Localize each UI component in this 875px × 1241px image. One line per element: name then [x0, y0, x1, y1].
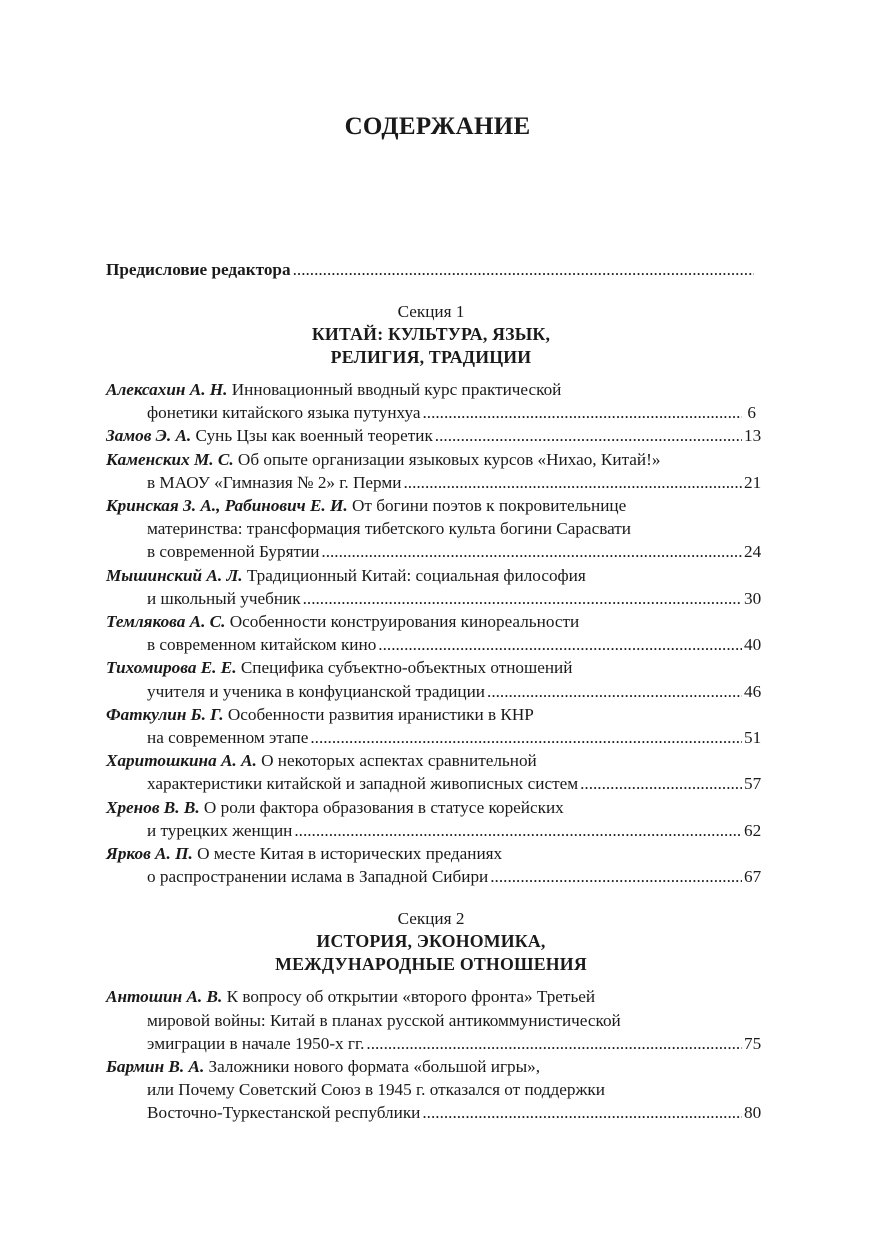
toc-entry[interactable]: [106, 656, 762, 702]
entry-title: О некоторых аспектах сравнительной: [261, 751, 537, 771]
entry-first-line: [106, 842, 756, 865]
entry-title: Инновационный вводный курс практической: [231, 380, 562, 399]
toc-sections: [106, 300, 762, 1125]
page-number: 51: [744, 728, 762, 748]
entry-title: Восточно-Туркестанской республики: [147, 1103, 421, 1123]
entry-first-line: [106, 703, 756, 726]
entry-last-line: [106, 471, 762, 494]
page-number: 40: [744, 635, 762, 655]
dot-leader: [294, 819, 742, 842]
toc-entry[interactable]: [106, 424, 762, 447]
dot-leader: [321, 540, 742, 563]
entry-title: Традиционный Китай: социальная философия: [246, 565, 586, 585]
entry-last-line: [106, 587, 762, 610]
entry-last-line: [106, 680, 762, 703]
dot-leader: [490, 865, 742, 888]
entry-title: От богини поэтов к покровительнице: [352, 496, 627, 516]
entry-last-line: [106, 633, 762, 656]
entry-first-line: [106, 749, 756, 772]
entry-last-line: [106, 401, 756, 424]
toc-entry[interactable]: [106, 842, 762, 888]
dot-leader: [293, 258, 754, 281]
page-number: 6: [747, 403, 756, 423]
entry-first-line: [106, 1055, 756, 1078]
entry-title: эмиграции в начале 1950-х гг.: [147, 1033, 365, 1053]
section-number: Секция 2: [397, 909, 465, 929]
section-title: МЕЖДУНАРОДНЫЕ ОТНОШЕНИЯ: [275, 954, 587, 975]
entry-author: Харитошкина А. А.: [106, 751, 257, 771]
entry-title-line: мировой войны: Китай в планах русской антикоммунистической: [147, 1010, 621, 1030]
entry-first-line: [106, 448, 756, 471]
entry-last-line: [106, 1101, 762, 1124]
toc-entry-list: [106, 378, 762, 888]
dot-leader: [378, 633, 742, 656]
entry-title: О месте Китая в исторических преданиях: [197, 844, 503, 864]
page-number: 57: [744, 774, 762, 794]
entry-title: характеристики китайской и западной живописных систем: [147, 774, 579, 794]
toc-section: [106, 300, 756, 369]
entry-author: Антошин А. В.: [106, 987, 223, 1007]
section-number: Секция 1: [397, 302, 465, 321]
toc-entry[interactable]: [106, 448, 762, 494]
dot-leader: [435, 424, 742, 447]
entry-last-line: [106, 865, 762, 888]
entry-author: Ярков А. П.: [106, 844, 193, 864]
page-number: 13: [744, 426, 762, 446]
entry-title: Особенности развития иранистики в КНР: [227, 704, 534, 724]
toc-entry-list: [106, 985, 762, 1124]
entry-last-line: [106, 540, 762, 563]
entry-first-line: [106, 564, 756, 587]
page-number: 24: [744, 542, 762, 562]
toc-entry[interactable]: [106, 1055, 762, 1125]
page-number: 62: [744, 820, 762, 840]
entry-title: и школьный учебник: [147, 588, 301, 608]
entry-title: Сунь Цзы как военный теоретик: [195, 426, 433, 446]
entry-title: о распространении ислама в Западной Сибири: [147, 867, 489, 887]
entry-title: фонетики китайского языка путунхуа: [147, 403, 421, 423]
entry-last-line: [106, 1032, 762, 1055]
entry-first-line: [106, 494, 756, 517]
toc-section: [106, 907, 756, 976]
entry-author: Замов Э. А.: [106, 426, 192, 446]
dot-leader: [310, 726, 742, 749]
page-number: 30: [744, 588, 762, 608]
section-title: ИСТОРИЯ, ЭКОНОМИКА,: [316, 931, 546, 952]
entry-last-line: [106, 819, 762, 842]
dot-leader: [303, 587, 742, 610]
page-number: 21: [744, 472, 762, 492]
preface-title: Предисловие редактора: [106, 260, 291, 279]
toc-entry[interactable]: [106, 749, 762, 795]
dot-leader: [366, 1032, 742, 1055]
entry-title-line: материнства: трансформация тибетского культа богини Сарасвати: [147, 519, 631, 539]
entry-author: Темлякова А. С.: [106, 612, 226, 632]
dot-leader: [422, 401, 742, 424]
entry-title: и турецких женщин: [147, 820, 293, 840]
entry-last-line: [106, 726, 762, 749]
entry-author: Алексахин А. Н.: [106, 380, 228, 399]
toc-entry[interactable]: [106, 564, 762, 610]
entry-title: в современной Бурятии: [147, 542, 320, 562]
entry-title: К вопросу об открытии «второго фронта» Третьей: [226, 987, 596, 1007]
page-number: 67: [744, 867, 762, 887]
dot-leader: [580, 772, 742, 795]
dot-leader: [487, 680, 742, 703]
entry-title: в МАОУ «Гимназия № 2» г. Перми: [147, 472, 402, 492]
entry-title: на современном этапе: [147, 728, 309, 748]
toc-entry[interactable]: [106, 985, 762, 1055]
entry-author: Тихомирова Е. Е.: [106, 658, 237, 678]
page-number: 46: [744, 681, 762, 701]
entry-title: Специфика субъектно-объектных отношений: [240, 658, 573, 678]
dot-leader: [422, 1101, 742, 1124]
entry-title: Особенности конструирования кинореальности: [229, 612, 580, 632]
entry-title: Об опыте организации языковых курсов «Нихао, Китай!»: [237, 449, 661, 469]
entry-last-line: [106, 772, 762, 795]
section-title: КИТАЙ: КУЛЬТУРА, ЯЗЫК,: [311, 324, 551, 344]
entry-author: Каменских М. С.: [106, 449, 234, 469]
entry-first-line: [106, 796, 756, 819]
entry-title: учителя и ученика в конфуцианской традиции: [147, 681, 486, 701]
entry-author: Бармин В. А.: [106, 1057, 205, 1077]
entry-first-line: [106, 985, 756, 1008]
toc-entry[interactable]: [106, 378, 756, 424]
entry-first-line: [106, 656, 756, 679]
toc-preface-entry[interactable]: [106, 258, 756, 281]
toc-entry[interactable]: [106, 610, 762, 656]
entry-first-line: [106, 378, 756, 401]
page-title: СОДЕРЖАНИЕ: [344, 113, 531, 140]
toc-entry[interactable]: [106, 796, 762, 842]
entry-author: Фаткулин Б. Г.: [106, 704, 224, 724]
section-title: РЕЛИГИЯ, ТРАДИЦИИ: [330, 347, 532, 367]
page-number: 75: [744, 1033, 762, 1053]
entry-title-line: или Почему Советский Союз в 1945 г. отказался от поддержки: [147, 1080, 605, 1100]
entry-title: О роли фактора образования в статусе корейских: [203, 797, 564, 817]
toc-entry[interactable]: [106, 703, 762, 749]
entry-title: Заложники нового формата «большой игры»,: [208, 1057, 541, 1077]
toc-entry[interactable]: [106, 494, 762, 564]
entry-author: Хренов В. В.: [106, 797, 200, 817]
dot-leader: [403, 471, 742, 494]
page-number: 80: [744, 1103, 762, 1123]
entry-first-line: [106, 610, 756, 633]
entry-author: Мышинский А. Л.: [106, 565, 243, 585]
entry-author: Кринская З. А., Рабинович Е. И.: [106, 496, 348, 516]
table-of-contents: [106, 258, 762, 1125]
entry-last-line: [106, 424, 762, 447]
entry-title: в современном китайском кино: [147, 635, 377, 655]
